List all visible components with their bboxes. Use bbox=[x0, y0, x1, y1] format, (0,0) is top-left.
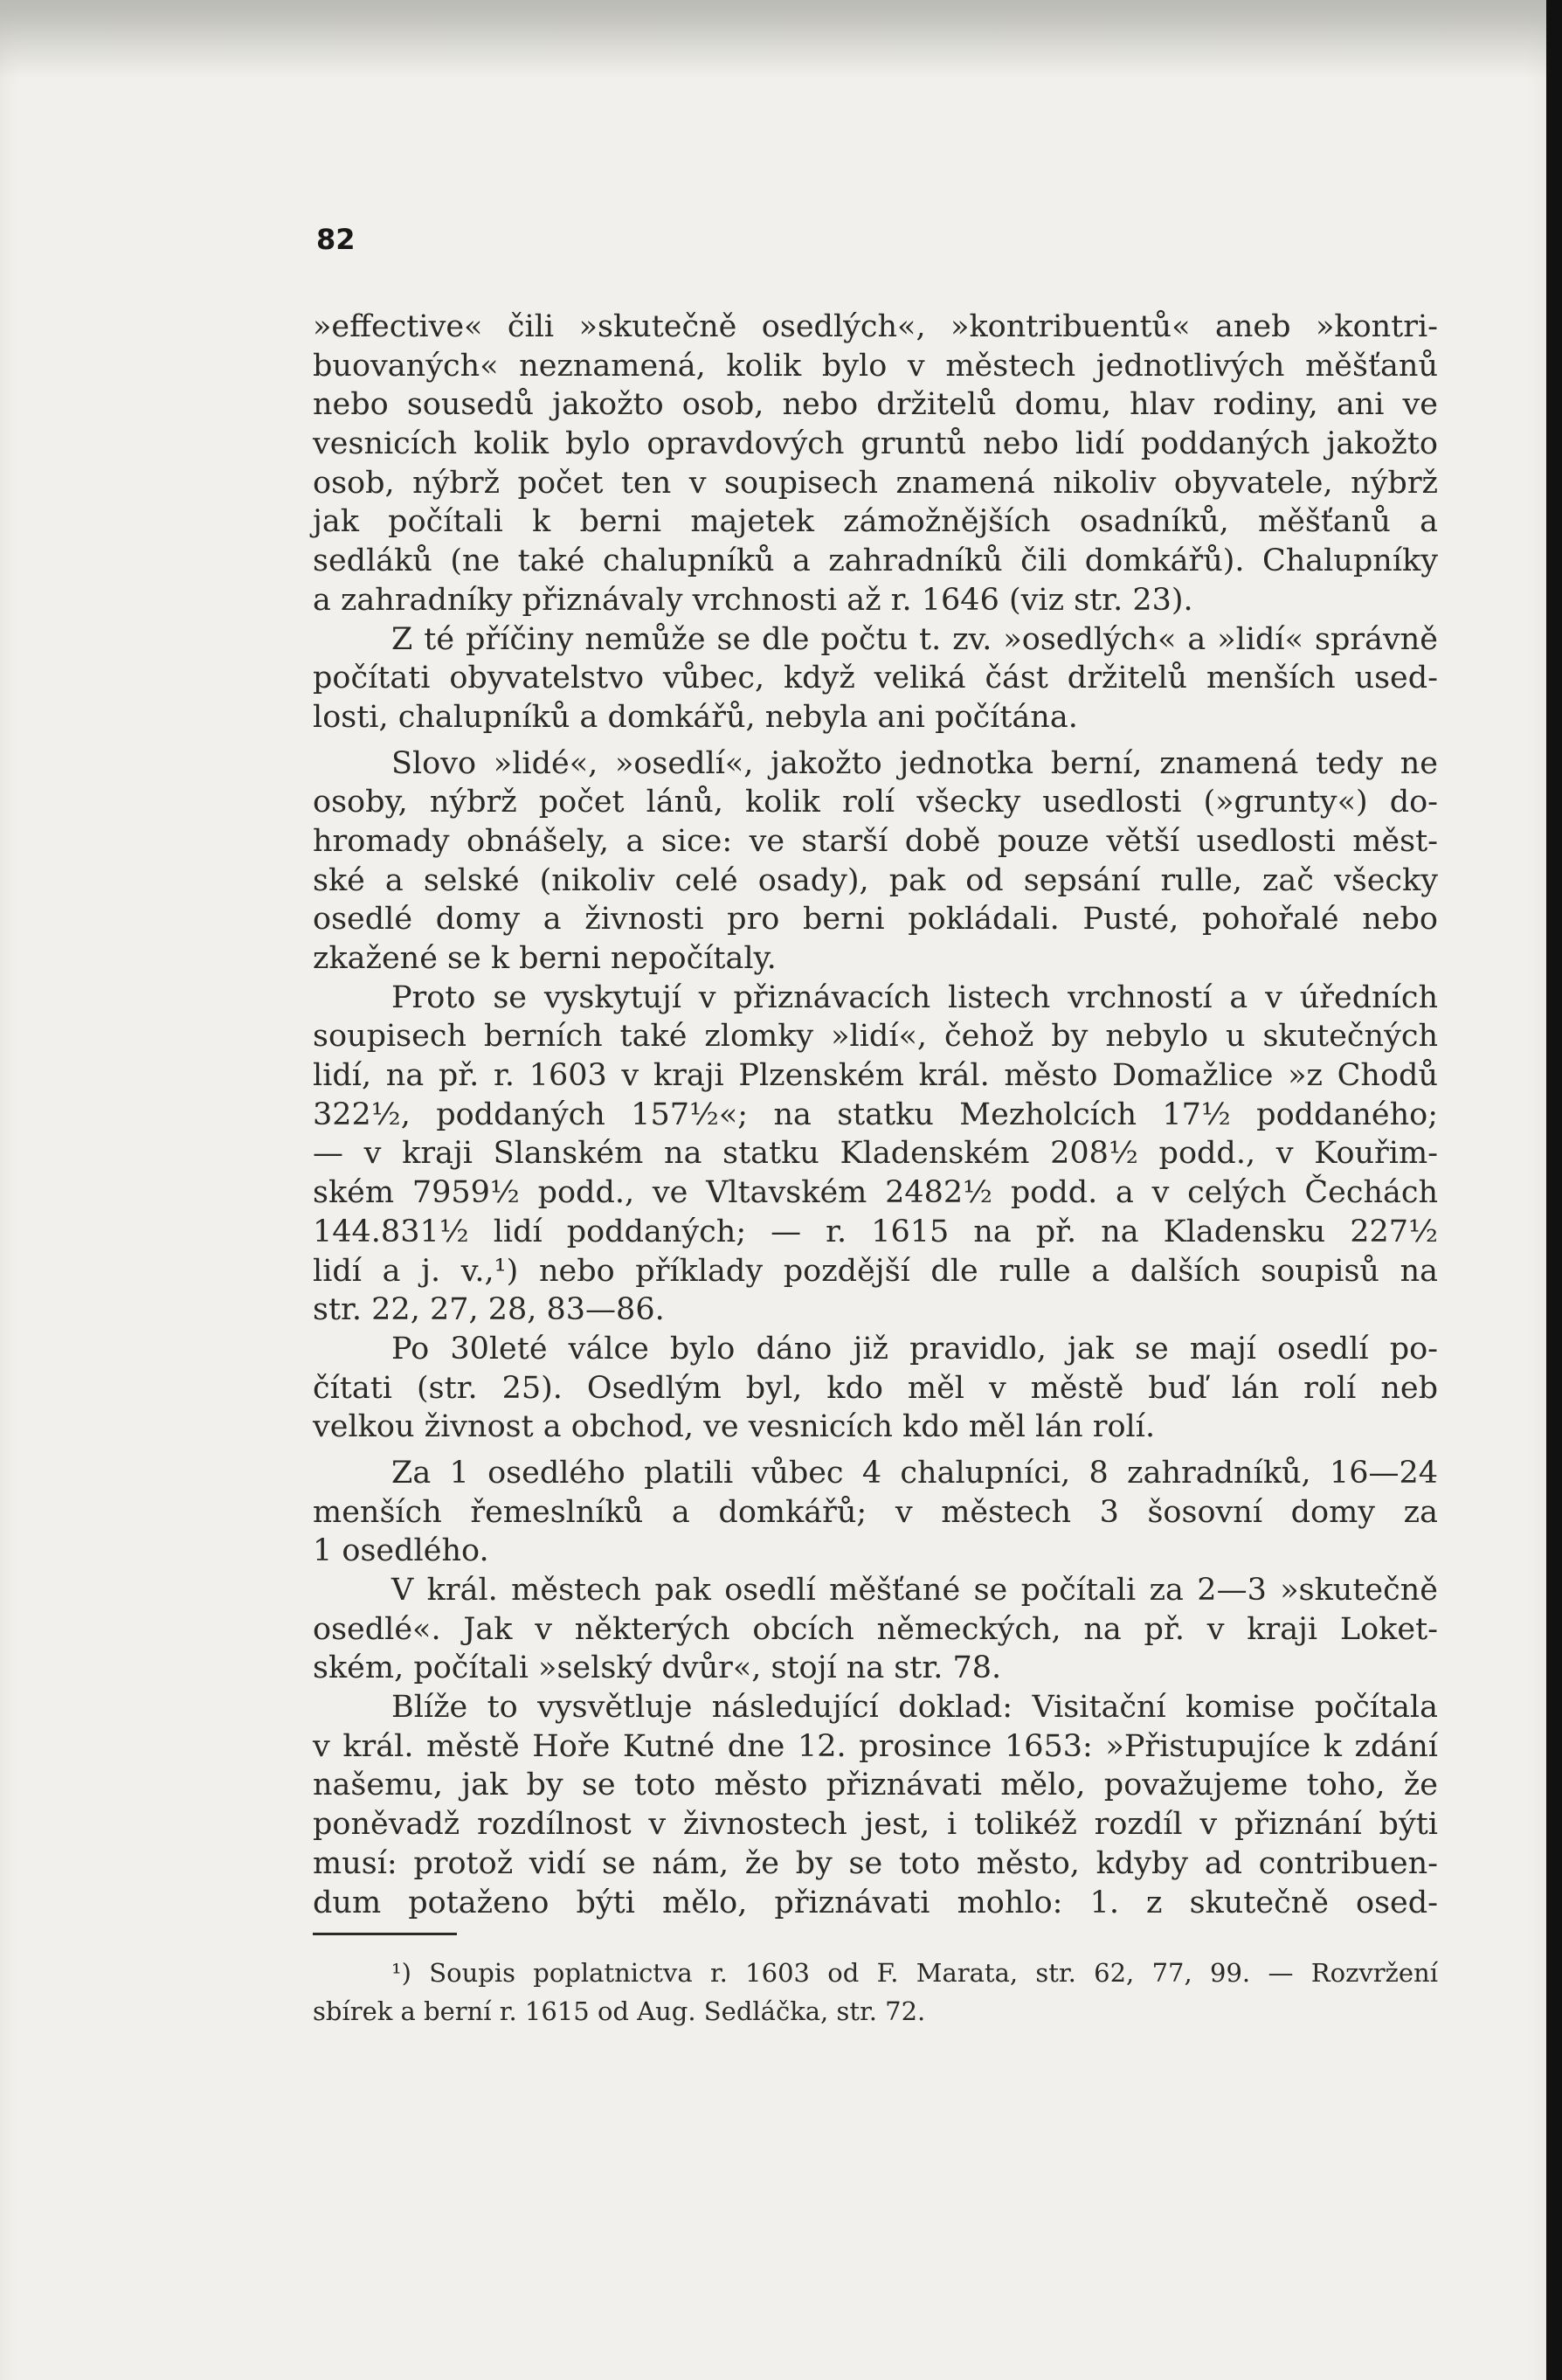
text-line: osedlé domy a živnosti pro berni pokládali. Pusté, pohořalé nebo bbox=[313, 902, 1438, 937]
text-line: Proto se vyskytují v přiznávacích listech vrchností a v úředních bbox=[391, 979, 1438, 1015]
text-line: Z té příčiny nemůže se dle počtu t. zv. »osedlých« a »lidí« správně bbox=[391, 621, 1438, 657]
text-line: v král. městě Hoře Kutné dne 12. prosince 1653: »Přistupujíce k zdání bbox=[313, 1728, 1438, 1764]
text-line: Blíže to vysvětluje následující doklad: Visitační komise počítala bbox=[391, 1690, 1438, 1726]
scan-shadow bbox=[0, 0, 1546, 79]
text-line: vesnicích kolik bylo opravdových gruntů nebo lidí poddaných jakožto bbox=[313, 426, 1438, 462]
footnotes bbox=[313, 1954, 1438, 2031]
text-line: lidí, na př. r. 1603 v kraji Plzenském král. město Domažlice »z Chodů bbox=[313, 1058, 1438, 1094]
text-line: Za 1 osedlého platili vůbec 4 chalupníci, 8 zahradníků, 16—24 bbox=[391, 1455, 1438, 1491]
text-line: jak počítali k berni majetek zámožnějších osadníků, měšťanů a bbox=[313, 504, 1438, 540]
text-line: 322½, poddaných 157½«; na statku Mezholcích 17½ poddaného; bbox=[313, 1097, 1438, 1132]
text-line: a zahradníky přiznávaly vrchnosti až r. 1646 (viz str. 23). bbox=[313, 582, 1193, 618]
page-number: 82 bbox=[316, 223, 356, 256]
text-line: hromady obnášely, a sice: ve starší době pouze větší usedlosti měst- bbox=[313, 823, 1438, 859]
text-line: V král. městech pak osedlí měšťané se počítali za 2—3 »skutečně bbox=[391, 1573, 1438, 1608]
text-line: musí: protož vidí se nám, že by se toto město, kdyby ad contribuen- bbox=[313, 1845, 1438, 1881]
paragraph-gap bbox=[313, 737, 1438, 744]
text-line: poněvadž rozdílnost v živnostech jest, i tolikéž rozdíl v přiznání býti bbox=[313, 1807, 1438, 1843]
text-line: buovaných« neznamená, kolik bylo v městech jednotlivých měšťanů bbox=[313, 348, 1438, 384]
footnote-separator bbox=[313, 1933, 457, 1935]
text-line: losti, chalupníků a domkářů, nebyla ani počítána. bbox=[313, 699, 1078, 735]
text-line: soupisech berních také zlomky »lidí«, čehož by nebylo u skutečných bbox=[313, 1019, 1438, 1055]
text-line: osedlé«. Jak v některých obcích německých, na př. v kraji Loket- bbox=[313, 1611, 1438, 1647]
text-line: lidí a j. v.,¹) nebo příklady pozdější dle rulle a dalších soupisů na bbox=[313, 1253, 1438, 1289]
text-line: čítati (str. 25). Osedlým byl, kdo měl v městě buď lán rolí neb bbox=[313, 1370, 1438, 1406]
footnote-line: sbírek a berní r. 1615 od Aug. Sedláčka, str. 72. bbox=[313, 1996, 926, 2026]
text-line: nebo sousedů jakožto osob, nebo držitelů domu, hlav rodiny, ani ve bbox=[313, 387, 1438, 423]
text-line: — v kraji Slanském na statku Kladenském 208½ podd., v Kouřim- bbox=[313, 1136, 1438, 1172]
text-line: ském, počítali »selský dvůr«, stojí na str. 78. bbox=[313, 1650, 1002, 1686]
body-text bbox=[313, 308, 1438, 1922]
text-line: Po 30leté válce bylo dáno již pravidlo, jak se mají osedlí po- bbox=[391, 1331, 1438, 1366]
paragraph-gap bbox=[313, 1447, 1438, 1454]
text-line: ském 7959½ podd., ve Vltavském 2482½ podd. a v celých Čechách bbox=[313, 1175, 1438, 1211]
text-line: sedláků (ne také chalupníků a zahradníků čili domkářů). Chalupníky bbox=[313, 543, 1438, 579]
text-line: 144.831½ lidí poddaných; — r. 1615 na př. na Kladensku 227½ bbox=[313, 1214, 1438, 1249]
footnote-line: ¹) Soupis poplatnictva r. 1603 od F. Marata, str. 62, 77, 99. — Rozvržení bbox=[391, 1958, 1438, 1988]
text-line: Slovo »lidé«, »osedlí«, jakožto jednotka berní, znamená tedy ne bbox=[391, 745, 1438, 781]
text-line: osob, nýbrž počet ten v soupisech znamená nikoliv obyvatele, nýbrž bbox=[313, 465, 1438, 501]
text-line: ské a selské (nikoliv celé osady), pak od sepsání rulle, zač všecky bbox=[313, 862, 1438, 898]
text-line: str. 22, 27, 28, 83—86. bbox=[313, 1292, 665, 1328]
text-line: menších řemeslníků a domkářů; v městech 3 šosovní domy za bbox=[313, 1494, 1438, 1530]
text-line: velkou živnost a obchod, ve vesnicích kdo měl lán rolí. bbox=[313, 1409, 1156, 1445]
text-line: osoby, nýbrž počet lánů, kolik rolí všecky usedlosti (»grunty«) do- bbox=[313, 785, 1438, 820]
text-line: 1 osedlého. bbox=[313, 1533, 489, 1569]
text-line: našemu, jak by se toto město přiznávati mělo, považujeme toho, že bbox=[313, 1768, 1438, 1803]
text-line: počítati obyvatelstvo vůbec, když veliká část držitelů menších used- bbox=[313, 661, 1438, 696]
text-line: »effective« čili »skutečně osedlých«, »kontribuentů« aneb »kontri- bbox=[313, 309, 1438, 344]
text-line: dum potaženo býti mělo, přiznávati mohlo: 1. z skutečně osed- bbox=[313, 1885, 1438, 1920]
text-line: zkažené se k berni nepočítaly. bbox=[313, 941, 777, 976]
